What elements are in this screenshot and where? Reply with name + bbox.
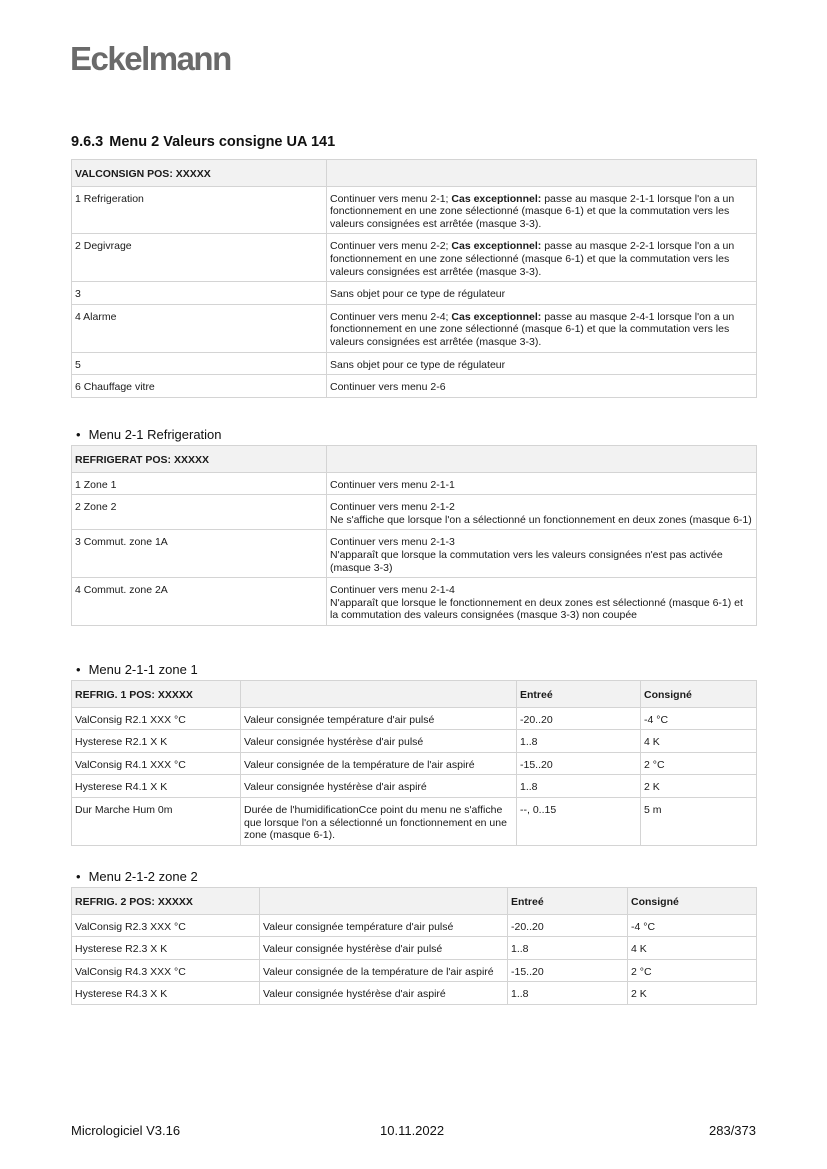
param-default: 2 °C	[628, 959, 757, 982]
param-name: Hysterese R4.1 X K	[72, 775, 241, 798]
param-name: ValConsig R2.1 XXX °C	[72, 707, 241, 730]
param-default: -4 °C	[641, 707, 757, 730]
param-range: 1..8	[508, 937, 628, 960]
table-header-row	[72, 681, 757, 708]
param-default: 4 K	[641, 730, 757, 753]
table-row	[72, 352, 757, 375]
table-row	[72, 530, 757, 578]
table-row	[72, 914, 757, 937]
table-header-cell	[327, 160, 757, 187]
table-header-row	[72, 888, 757, 915]
param-description: Valeur consignée de la température de l'air aspiré	[260, 959, 508, 982]
param-range: -20..20	[517, 707, 641, 730]
param-description: Valeur consignée température d'air pulsé	[260, 914, 508, 937]
param-name: Hysterese R2.3 X K	[72, 937, 260, 960]
table-row	[72, 495, 757, 530]
table-header-cell: Entreé	[517, 681, 641, 708]
param-range: 1..8	[517, 730, 641, 753]
table-row	[72, 578, 757, 626]
param-range: -20..20	[508, 914, 628, 937]
subsection-title-menu-2-1: • Menu 2-1 Refrigeration	[76, 427, 222, 442]
refrig1-table	[71, 680, 757, 846]
row-label: 6 Chauffage vitre	[72, 375, 327, 398]
table-header-cell: Consigné	[628, 888, 757, 915]
param-default: 2 K	[641, 775, 757, 798]
table-row	[72, 775, 757, 798]
row-description: Continuer vers menu 2-4; Cas exceptionnel: passe au masque 2-4-1 lorsque l'on a un fonctionnement en une zone sélectionné (masque 6-1) et que la commutation vers les valeurs consignées est arrêtée (masque 3-3).	[327, 304, 757, 352]
subsection-title-menu-2-1-1: • Menu 2-1-1 zone 1	[76, 662, 198, 677]
param-default: 2 K	[628, 982, 757, 1005]
table-header-cell: Consigné	[641, 681, 757, 708]
param-range: -15..20	[517, 752, 641, 775]
param-range: 1..8	[508, 982, 628, 1005]
row-description: Sans objet pour ce type de régulateur	[327, 352, 757, 375]
refrigerat-table-block	[71, 445, 756, 626]
footer-firmware: Micrologiciel V3.16	[71, 1123, 181, 1138]
table-row	[72, 937, 757, 960]
row-label: 5	[72, 352, 327, 375]
row-description: Continuer vers menu 2-2; Cas exceptionnel: passe au masque 2-2-1 lorsque l'on a un fonctionnement en une zone sélectionné (masque 6-1) et que la commutation vers les valeurs consignées est arrêtée (masque 3-3).	[327, 234, 757, 282]
table-row	[72, 472, 757, 495]
param-range: -15..20	[508, 959, 628, 982]
param-name: ValConsig R4.1 XXX °C	[72, 752, 241, 775]
param-range: --, 0..15	[517, 797, 641, 845]
table-row	[72, 186, 757, 234]
row-label: 3	[72, 282, 327, 305]
param-name: Dur Marche Hum 0m	[72, 797, 241, 845]
table-header-row	[72, 446, 757, 473]
param-name: Hysterese R4.3 X K	[72, 982, 260, 1005]
param-default: -4 °C	[628, 914, 757, 937]
footer-date: 10.11.2022	[380, 1123, 445, 1138]
row-description: Continuer vers menu 2-1-1	[327, 472, 757, 495]
subsection-title-menu-2-1-2: • Menu 2-1-2 zone 2	[76, 869, 198, 884]
table-header-cell: REFRIG. 1 POS: XXXXX	[72, 681, 241, 708]
table-header-cell: VALCONSIGN POS: XXXXX	[72, 160, 327, 187]
refrig1-table-block	[71, 680, 756, 846]
param-name: ValConsig R4.3 XXX °C	[72, 959, 260, 982]
section-number: 9.6.3	[71, 134, 104, 150]
param-description: Valeur consignée température d'air pulsé	[241, 707, 517, 730]
param-description: Valeur consignée hystérèse d'air pulsé	[241, 730, 517, 753]
param-default: 4 K	[628, 937, 757, 960]
refrig2-table-block	[71, 887, 756, 1005]
table-row	[72, 304, 757, 352]
param-name: Hysterese R2.1 X K	[72, 730, 241, 753]
row-description: Continuer vers menu 2-6	[327, 375, 757, 398]
row-label: 1 Zone 1	[72, 472, 327, 495]
param-range: 1..8	[517, 775, 641, 798]
table-row	[72, 959, 757, 982]
refrigerat-table	[71, 445, 757, 626]
table-header-row	[72, 160, 757, 187]
row-description: Sans objet pour ce type de régulateur	[327, 282, 757, 305]
param-default: 2 °C	[641, 752, 757, 775]
table-row	[72, 752, 757, 775]
valconsign-table-block	[71, 159, 756, 398]
row-label: 4 Commut. zone 2A	[72, 578, 327, 626]
param-description: Durée de l'humidificationCce point du menu ne s'affiche que lorsque l'on a sélectionné un fonctionnement en une zone (masque 6-1).	[241, 797, 517, 845]
table-row	[72, 730, 757, 753]
table-row	[72, 797, 757, 845]
valconsign-table	[71, 159, 757, 398]
section-title: Menu 2 Valeurs consigne UA 141	[109, 134, 336, 150]
param-description: Valeur consignée de la température de l'air aspiré	[241, 752, 517, 775]
refrig2-table	[71, 887, 757, 1005]
param-name: ValConsig R2.3 XXX °C	[72, 914, 260, 937]
footer-page-number: 283/373	[709, 1123, 756, 1138]
table-header-cell	[241, 681, 517, 708]
table-row	[72, 982, 757, 1005]
table-header-cell: REFRIGERAT POS: XXXXX	[72, 446, 327, 473]
table-header-cell: REFRIG. 2 POS: XXXXX	[72, 888, 260, 915]
row-label: 1 Refrigeration	[72, 186, 327, 234]
row-label: 2 Zone 2	[72, 495, 327, 530]
company-logo: Eckelmann	[70, 40, 231, 77]
table-row	[72, 375, 757, 398]
row-label: 4 Alarme	[72, 304, 327, 352]
param-default: 5 m	[641, 797, 757, 845]
row-label: 3 Commut. zone 1A	[72, 530, 327, 578]
table-header-cell: Entreé	[508, 888, 628, 915]
section-heading	[71, 134, 341, 150]
row-description: Continuer vers menu 2-1-2 Ne s'affiche que lorsque l'on a sélectionné un fonctionnement en deux zones (masque 6-1)	[327, 495, 757, 530]
table-row	[72, 707, 757, 730]
table-header-cell	[260, 888, 508, 915]
row-description: Continuer vers menu 2-1-3 N'apparaît que lorsque la commutation vers les valeurs consignées n'est pas activée (masque 3-3)	[327, 530, 757, 578]
row-description: Continuer vers menu 2-1; Cas exceptionnel: passe au masque 2-1-1 lorsque l'on a un fonctionnement en une zone sélectionné (masque 6-1) et que la commutation vers les valeurs consignées est arrêtée (masque 3-3).	[327, 186, 757, 234]
table-header-cell	[327, 446, 757, 473]
row-label: 2 Degivrage	[72, 234, 327, 282]
param-description: Valeur consignée hystérèse d'air aspiré	[241, 775, 517, 798]
table-row	[72, 234, 757, 282]
row-description: Continuer vers menu 2-1-4 N'apparaît que lorsque le fonctionnement en deux zones est sélectionné (masque 6-1) et la commutation des valeurs consignées (masque 3-3) non coupée	[327, 578, 757, 626]
table-row	[72, 282, 757, 305]
param-description: Valeur consignée hystérèse d'air aspiré	[260, 982, 508, 1005]
param-description: Valeur consignée hystérèse d'air pulsé	[260, 937, 508, 960]
